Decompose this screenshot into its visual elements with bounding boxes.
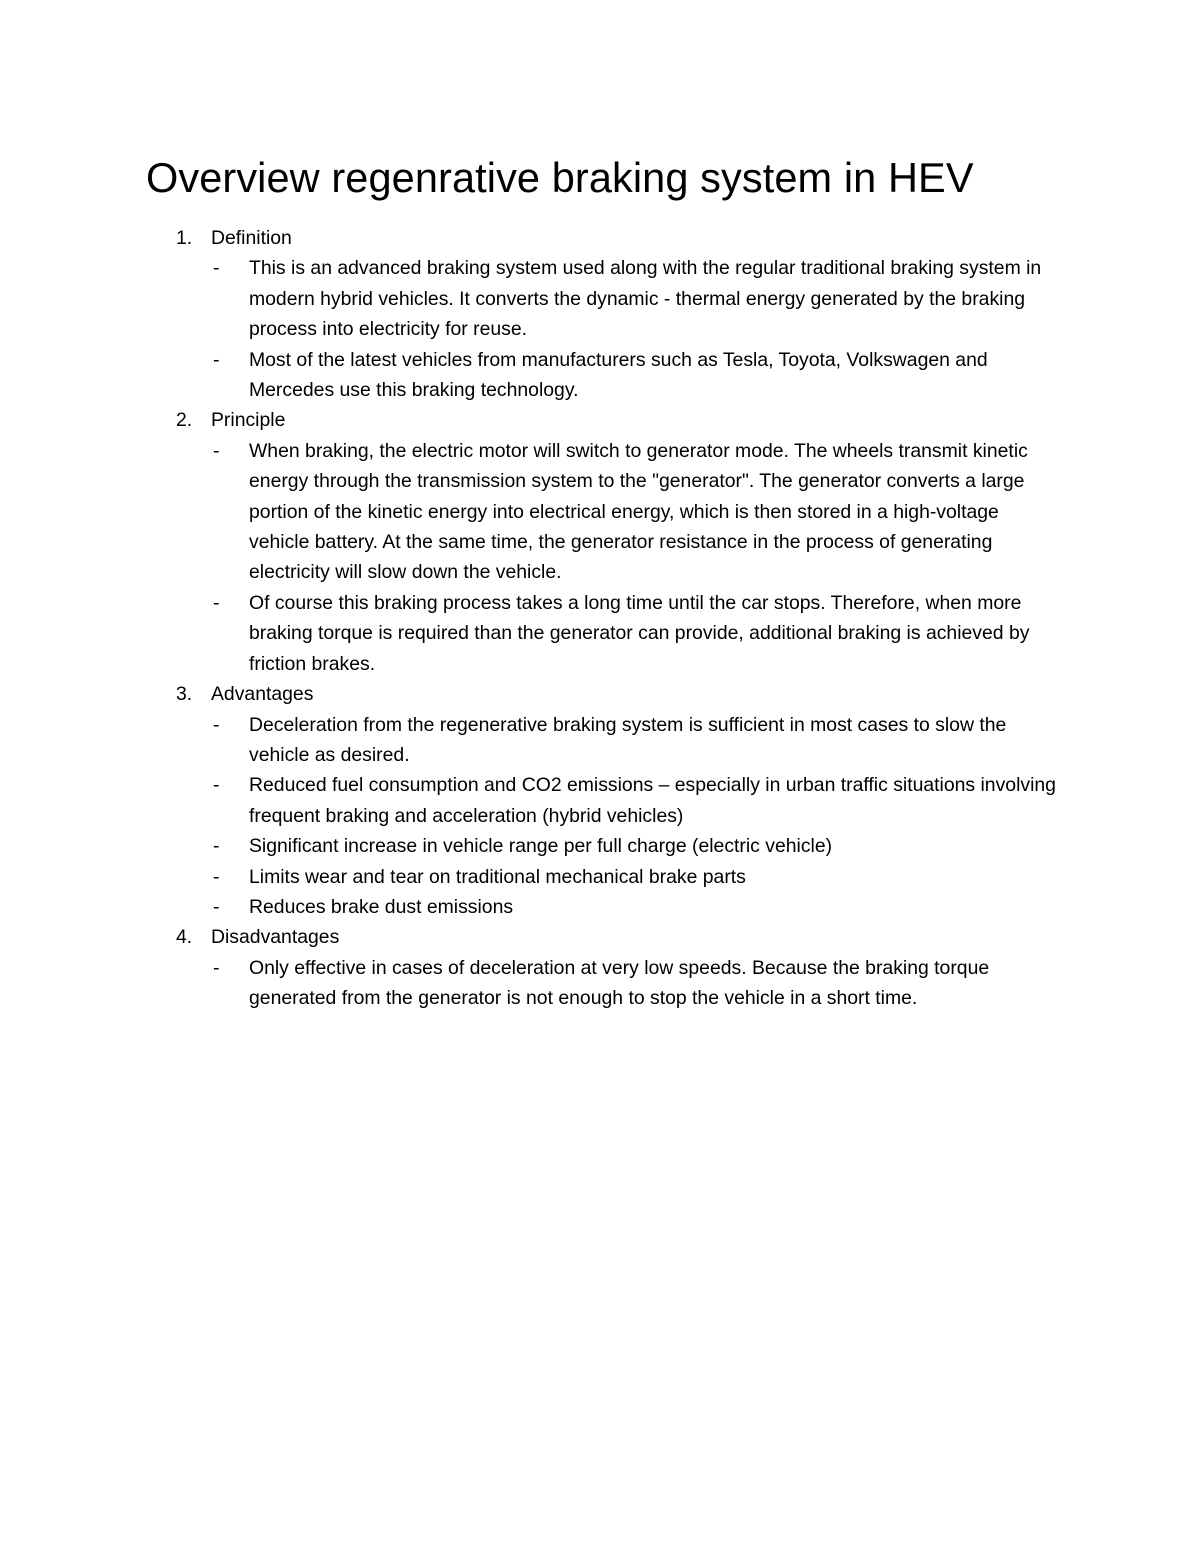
section-heading-row bbox=[176, 922, 1066, 952]
dash-bullet: - bbox=[213, 895, 220, 918]
section-number: 2. bbox=[176, 409, 193, 432]
dash-bullet: - bbox=[213, 774, 220, 797]
section-number: 3. bbox=[176, 683, 193, 706]
list-item bbox=[176, 710, 1066, 771]
list-item-text: Significant increase in vehicle range per full charge (electric vehicle) bbox=[249, 835, 833, 858]
section-heading-row bbox=[176, 679, 1066, 709]
list-item-text: Reduces brake dust emissions bbox=[249, 895, 514, 918]
section-heading: Definition bbox=[211, 227, 292, 249]
section-list bbox=[176, 223, 1066, 1014]
list-item-text: Deceleration from the regenerative braking system is sufficient in most cases to slow the vehicle as desired. bbox=[249, 713, 1007, 766]
list-item bbox=[176, 588, 1066, 679]
list-item bbox=[176, 436, 1066, 588]
list-item bbox=[176, 953, 1066, 1014]
bullet-list bbox=[176, 253, 1066, 405]
dash-bullet: - bbox=[213, 713, 220, 736]
list-item bbox=[176, 862, 1066, 892]
bullet-list bbox=[176, 710, 1066, 923]
list-item bbox=[176, 770, 1066, 831]
section-heading-row bbox=[176, 405, 1066, 435]
section-advantages bbox=[176, 679, 1066, 922]
section-principle bbox=[176, 405, 1066, 679]
dash-bullet: - bbox=[213, 257, 220, 280]
list-item bbox=[176, 253, 1066, 344]
section-heading: Disadvantages bbox=[211, 926, 340, 949]
dash-bullet: - bbox=[213, 835, 220, 858]
list-item-text: Limits wear and tear on traditional mechanical brake parts bbox=[249, 865, 746, 888]
list-item-text: When braking, the electric motor will switch to generator mode. The wheels transmit kinetic energy through the transmission system to the "generator". The generator converts a large portion of the kinetic energy into electrical energy, which is then stored in a high-voltage vehicle battery. At the same time, the generator resistance in the process of generating electricity will slow down the vehicle. bbox=[249, 439, 1028, 584]
section-definition bbox=[176, 223, 1066, 405]
section-number: 4. bbox=[176, 926, 193, 949]
section-heading: Principle bbox=[211, 409, 286, 432]
list-item-text: Of course this braking process takes a long time until the car stops. Therefore, when more braking torque is required than the generator can provide, additional braking is achieved by friction brakes. bbox=[249, 591, 1030, 675]
list-item bbox=[176, 831, 1066, 861]
bullet-list bbox=[176, 436, 1066, 679]
dash-bullet: - bbox=[213, 591, 220, 614]
list-item bbox=[176, 345, 1066, 406]
dash-bullet: - bbox=[213, 865, 220, 888]
list-item bbox=[176, 892, 1066, 922]
list-item-text: Most of the latest vehicles from manufacturers such as Tesla, Toyota, Volkswagen and Mercedes use this braking technology. bbox=[249, 348, 988, 402]
dash-bullet: - bbox=[213, 439, 220, 462]
document-body bbox=[176, 223, 1066, 1014]
section-disadvantages bbox=[176, 922, 1066, 1013]
list-item-text: This is an advanced braking system used along with the regular traditional braking system in modern hybrid vehicles. It converts the dynamic - thermal energy generated by the braking process into electricity for reuse. bbox=[249, 257, 1042, 341]
document-title: Overview regenrative braking system in HEV bbox=[146, 154, 974, 201]
dash-bullet: - bbox=[213, 348, 220, 371]
section-heading-row bbox=[176, 223, 1066, 253]
list-item-text: Reduced fuel consumption and CO2 emissions – especially in urban traffic situations involving frequent braking and acceleration (hybrid vehicles) bbox=[249, 774, 1056, 827]
bullet-list bbox=[176, 953, 1066, 1014]
section-heading: Advantages bbox=[211, 683, 314, 706]
dash-bullet: - bbox=[213, 956, 220, 979]
list-item-text: Only effective in cases of deceleration at very low speeds. Because the braking torque generated from the generator is not enough to stop the vehicle in a short time. bbox=[249, 956, 990, 1010]
section-number: 1. bbox=[176, 227, 193, 249]
